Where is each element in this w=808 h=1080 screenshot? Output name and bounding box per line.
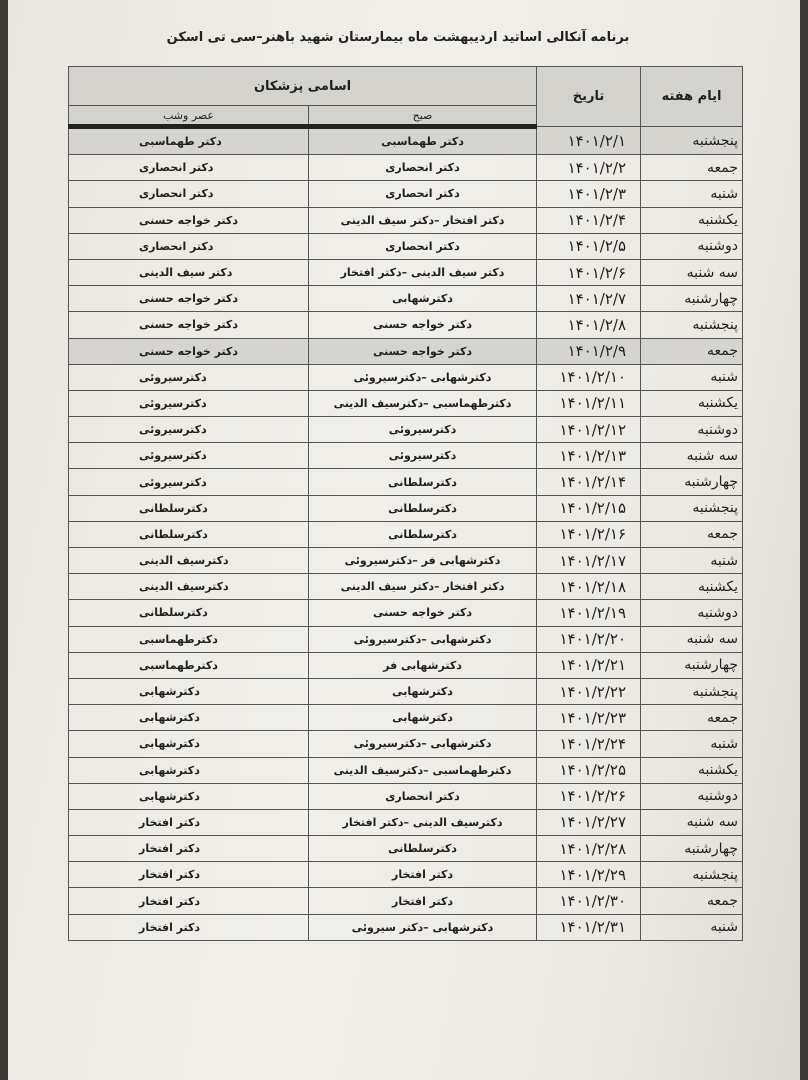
morning-doctor-cell: دکترسیف الدینی –دکتر افتخار [309, 809, 537, 835]
date-cell: ۱۴۰۱/۲/۹ [537, 338, 641, 364]
morning-doctor-cell: دکتر افتخار [309, 888, 537, 914]
evening-doctor-cell: دکترطهماسبی [69, 626, 309, 652]
date-cell: ۱۴۰۱/۲/۲۳ [537, 705, 641, 731]
morning-doctor-cell: دکترشهابی –دکترسیروئی [309, 626, 537, 652]
table-row [69, 312, 743, 338]
schedule-body [69, 127, 743, 941]
table-row [69, 364, 743, 390]
morning-doctor-cell: دکترشهابی –دکترسیروئی [309, 364, 537, 390]
table-row [69, 652, 743, 678]
evening-doctor-cell: دکترشهابی [69, 731, 309, 757]
table-row [69, 574, 743, 600]
morning-doctor-cell: دکترشهابی [309, 678, 537, 704]
date-cell: ۱۴۰۱/۲/۷ [537, 286, 641, 312]
date-cell: ۱۴۰۱/۲/۲ [537, 155, 641, 181]
morning-doctor-cell: دکترسلطانی [309, 469, 537, 495]
evening-doctor-cell: دکتر افتخار [69, 888, 309, 914]
day-cell: دوشنبه [641, 417, 743, 443]
header-doctors: اسامی پزشکان [69, 67, 537, 106]
table-row [69, 127, 743, 155]
date-cell: ۱۴۰۱/۲/۶ [537, 259, 641, 285]
morning-doctor-cell: دکترسلطانی [309, 521, 537, 547]
day-cell: پنجشنبه [641, 678, 743, 704]
morning-doctor-cell: دکترشهابی فر –دکترسیروئی [309, 548, 537, 574]
date-cell: ۱۴۰۱/۲/۸ [537, 312, 641, 338]
evening-doctor-cell: دکترشهابی [69, 757, 309, 783]
evening-doctor-cell: دکتر خواجه حسنی [69, 312, 309, 338]
day-cell: دوشنبه [641, 233, 743, 259]
schedule-table [68, 66, 743, 941]
day-cell: یکشنبه [641, 757, 743, 783]
evening-doctor-cell: دکتر افتخار [69, 809, 309, 835]
day-cell: سه شنبه [641, 626, 743, 652]
day-cell: سه شنبه [641, 259, 743, 285]
evening-doctor-cell: دکتر افتخار [69, 914, 309, 940]
evening-doctor-cell: دکترسیروئی [69, 364, 309, 390]
table-row [69, 155, 743, 181]
date-cell: ۱۴۰۱/۲/۲۱ [537, 652, 641, 678]
day-cell: جمعه [641, 705, 743, 731]
table-row [69, 417, 743, 443]
morning-doctor-cell: دکتر انحصاری [309, 155, 537, 181]
day-cell: شنبه [641, 731, 743, 757]
table-row [69, 548, 743, 574]
morning-doctor-cell: دکتر طهماسبی [309, 127, 537, 155]
morning-doctor-cell: دکتر انحصاری [309, 233, 537, 259]
morning-doctor-cell: دکتر خواجه حسنی [309, 312, 537, 338]
date-cell: ۱۴۰۱/۲/۱۵ [537, 495, 641, 521]
day-cell: چهارشنبه [641, 652, 743, 678]
date-cell: ۱۴۰۱/۲/۱۴ [537, 469, 641, 495]
date-cell: ۱۴۰۱/۲/۱۷ [537, 548, 641, 574]
evening-doctor-cell: دکترسیروئی [69, 469, 309, 495]
date-cell: ۱۴۰۱/۲/۱۹ [537, 600, 641, 626]
table-row [69, 469, 743, 495]
date-cell: ۱۴۰۱/۲/۲۲ [537, 678, 641, 704]
evening-doctor-cell: دکترسیف الدینی [69, 574, 309, 600]
morning-doctor-cell: دکترشهابی –دکتر سیروئی [309, 914, 537, 940]
day-cell: پنجشنبه [641, 862, 743, 888]
evening-doctor-cell: دکترسیروئی [69, 390, 309, 416]
morning-doctor-cell: دکترسلطانی [309, 836, 537, 862]
evening-doctor-cell: دکتر خواجه حسنی [69, 207, 309, 233]
date-cell: ۱۴۰۱/۲/۲۰ [537, 626, 641, 652]
header-evening: عصر وشب [69, 106, 309, 127]
evening-doctor-cell: دکتر افتخار [69, 836, 309, 862]
table-row [69, 678, 743, 704]
header-day: ایام هفته [641, 67, 743, 127]
date-cell: ۱۴۰۱/۲/۴ [537, 207, 641, 233]
morning-doctor-cell: دکترسیروئی [309, 443, 537, 469]
evening-doctor-cell: دکتر خواجه حسنی [69, 338, 309, 364]
morning-doctor-cell: دکتر انحصاری [309, 783, 537, 809]
evening-doctor-cell: دکترشهابی [69, 678, 309, 704]
day-cell: جمعه [641, 521, 743, 547]
table-row [69, 495, 743, 521]
evening-doctor-cell: دکترسلطانی [69, 600, 309, 626]
morning-doctor-cell: دکتر افتخار [309, 862, 537, 888]
morning-doctor-cell: دکترسیروئی [309, 417, 537, 443]
table-row [69, 862, 743, 888]
evening-doctor-cell: دکترسلطانی [69, 495, 309, 521]
day-cell: پنجشنبه [641, 127, 743, 155]
morning-doctor-cell: دکترشهابی فر [309, 652, 537, 678]
day-cell: یکشنبه [641, 390, 743, 416]
day-cell: یکشنبه [641, 207, 743, 233]
evening-doctor-cell: دکترسیروئی [69, 417, 309, 443]
evening-doctor-cell: دکترطهماسبی [69, 652, 309, 678]
date-cell: ۱۴۰۱/۲/۲۷ [537, 809, 641, 835]
table-row [69, 259, 743, 285]
day-cell: یکشنبه [641, 574, 743, 600]
date-cell: ۱۴۰۱/۲/۲۵ [537, 757, 641, 783]
day-cell: شنبه [641, 364, 743, 390]
morning-doctor-cell: دکترشهابی –دکترسیروئی [309, 731, 537, 757]
day-cell: شنبه [641, 914, 743, 940]
table-row [69, 338, 743, 364]
date-cell: ۱۴۰۱/۲/۱۱ [537, 390, 641, 416]
date-cell: ۱۴۰۱/۲/۲۸ [537, 836, 641, 862]
header-morning: صبح [309, 106, 537, 127]
date-cell: ۱۴۰۱/۲/۲۹ [537, 862, 641, 888]
table-row [69, 600, 743, 626]
evening-doctor-cell: دکتر سیف الدینی [69, 259, 309, 285]
date-cell: ۱۴۰۱/۲/۵ [537, 233, 641, 259]
morning-doctor-cell: دکتر خواجه حسنی [309, 338, 537, 364]
date-cell: ۱۴۰۱/۲/۱۰ [537, 364, 641, 390]
morning-doctor-cell: دکتر خواجه حسنی [309, 600, 537, 626]
date-cell: ۱۴۰۱/۲/۱۶ [537, 521, 641, 547]
day-cell: جمعه [641, 155, 743, 181]
evening-doctor-cell: دکتر انحصاری [69, 181, 309, 207]
day-cell: سه شنبه [641, 809, 743, 835]
day-cell: چهارشنبه [641, 286, 743, 312]
day-cell: دوشنبه [641, 783, 743, 809]
table-row [69, 783, 743, 809]
table-row [69, 809, 743, 835]
day-cell: شنبه [641, 181, 743, 207]
evening-doctor-cell: دکتر انحصاری [69, 233, 309, 259]
table-row [69, 207, 743, 233]
date-cell: ۱۴۰۱/۲/۱۲ [537, 417, 641, 443]
table-row [69, 233, 743, 259]
table-row [69, 443, 743, 469]
morning-doctor-cell: دکترشهابی [309, 286, 537, 312]
day-cell: پنجشنبه [641, 312, 743, 338]
table-row [69, 705, 743, 731]
evening-doctor-cell: دکتر طهماسبی [69, 127, 309, 155]
evening-doctor-cell: دکتر خواجه حسنی [69, 286, 309, 312]
morning-doctor-cell: دکترشهابی [309, 705, 537, 731]
day-cell: سه شنبه [641, 443, 743, 469]
date-cell: ۱۴۰۱/۲/۳۰ [537, 888, 641, 914]
evening-doctor-cell: دکتر انحصاری [69, 155, 309, 181]
morning-doctor-cell: دکترطهماسبی –دکترسیف الدینی [309, 757, 537, 783]
morning-doctor-cell: دکتر افتخار –دکتر سیف الدینی [309, 574, 537, 600]
day-cell: دوشنبه [641, 600, 743, 626]
date-cell: ۱۴۰۱/۲/۱۳ [537, 443, 641, 469]
date-cell: ۱۴۰۱/۲/۱۸ [537, 574, 641, 600]
table-row [69, 914, 743, 940]
paper-sheet [8, 0, 800, 1080]
evening-doctor-cell: دکترسلطانی [69, 521, 309, 547]
table-row [69, 521, 743, 547]
day-cell: جمعه [641, 338, 743, 364]
table-row [69, 390, 743, 416]
table-row [69, 836, 743, 862]
table-row [69, 757, 743, 783]
day-cell: چهارشنبه [641, 469, 743, 495]
date-cell: ۱۴۰۱/۲/۱ [537, 127, 641, 155]
morning-doctor-cell: دکتر سیف الدینی –دکتر افتخار [309, 259, 537, 285]
table-row [69, 626, 743, 652]
morning-doctor-cell: دکتر افتخار –دکتر سیف الدینی [309, 207, 537, 233]
morning-doctor-cell: دکتر انحصاری [309, 181, 537, 207]
day-cell: پنجشنبه [641, 495, 743, 521]
evening-doctor-cell: دکترشهابی [69, 705, 309, 731]
page-title: برنامه آنکالی اساتید اردیبهشت ماه بیمارستان شهید باهنر–سی تی اسکن [166, 30, 630, 45]
evening-doctor-cell: دکترشهابی [69, 783, 309, 809]
date-cell: ۱۴۰۱/۲/۳ [537, 181, 641, 207]
table-row [69, 181, 743, 207]
morning-doctor-cell: دکترسلطانی [309, 495, 537, 521]
evening-doctor-cell: دکترسیف الدینی [69, 548, 309, 574]
date-cell: ۱۴۰۱/۲/۳۱ [537, 914, 641, 940]
evening-doctor-cell: دکتر افتخار [69, 862, 309, 888]
table-row [69, 731, 743, 757]
table-row [69, 286, 743, 312]
header-date: تاریخ [537, 67, 641, 127]
morning-doctor-cell: دکترطهماسبی –دکترسیف الدینی [309, 390, 537, 416]
evening-doctor-cell: دکترسیروئی [69, 443, 309, 469]
day-cell: جمعه [641, 888, 743, 914]
date-cell: ۱۴۰۱/۲/۲۴ [537, 731, 641, 757]
day-cell: چهارشنبه [641, 836, 743, 862]
day-cell: شنبه [641, 548, 743, 574]
table-row [69, 888, 743, 914]
date-cell: ۱۴۰۱/۲/۲۶ [537, 783, 641, 809]
